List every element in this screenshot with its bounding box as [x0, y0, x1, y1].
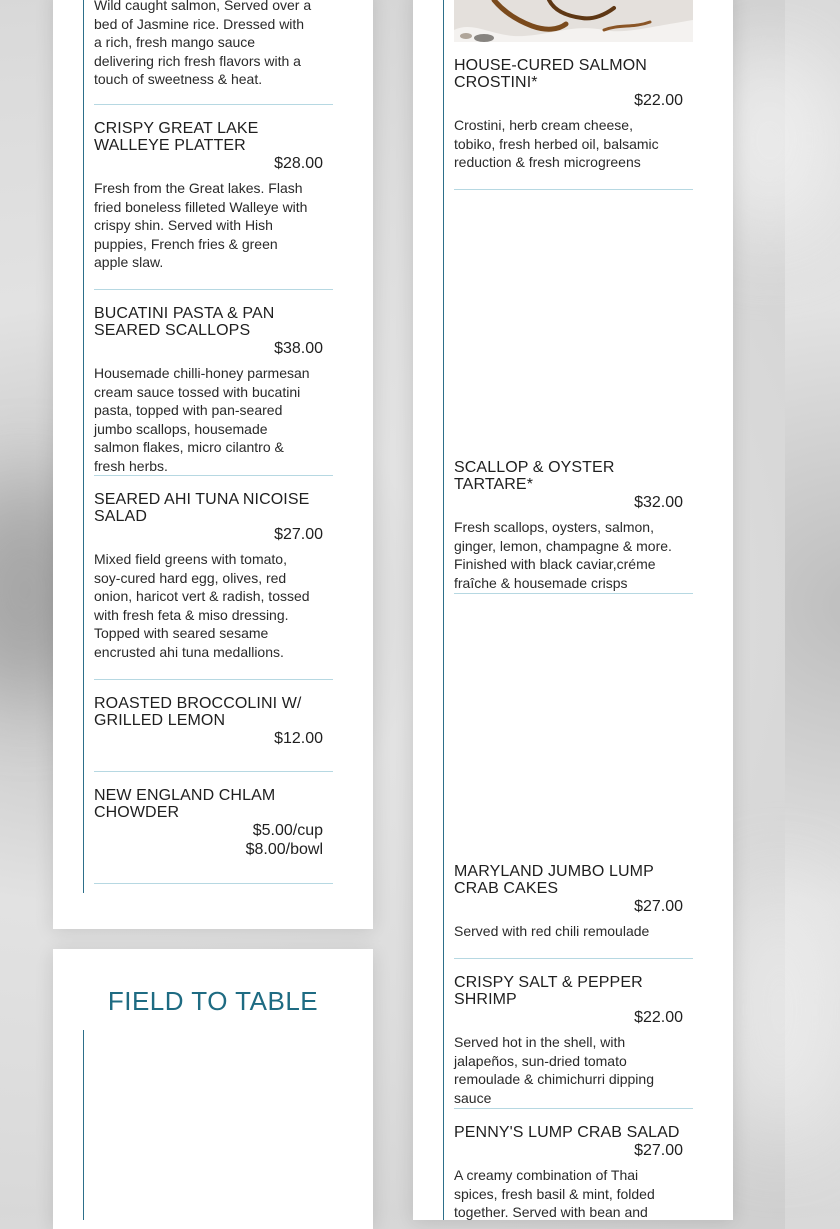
item-price: $27.00 [634, 1142, 683, 1159]
menu-item [94, 120, 333, 272]
item-separator [454, 189, 693, 190]
item-name: CRISPY SALT & PEPPER SHRIMP [454, 974, 643, 1008]
item-description: Mixed field greens with tomato, soy-cured hard egg, olives, red onion, haricot vert & radish, tossed with fresh feta & miso dressing. Topped with seared sesame encrusted ahi tuna medallions. [94, 551, 310, 660]
item-separator [94, 771, 333, 772]
item-name: SEARED AHI TUNA NICOISE SALAD [94, 491, 310, 525]
item-price: $32.00 [634, 494, 683, 511]
item-description: Wild caught salmon, Served over a bed of Jasmine rice. Dressed with a rich, fresh mango sauce delivering rich fresh flavors with a touch of sweetness & heat. [94, 0, 312, 88]
item-price: $22.00 [634, 1009, 683, 1026]
section-title: FIELD TO TABLE [107, 986, 319, 1016]
background-blur [720, 880, 840, 1140]
item-separator [94, 679, 333, 680]
menu-item [94, 305, 333, 476]
item-description: Served with red chili remoulade [454, 923, 650, 939]
item-price: $8.00/bowl [245, 841, 323, 858]
item-separator [94, 475, 333, 476]
menu-item [454, 974, 693, 1107]
item-separator [454, 1108, 693, 1109]
menu-item [94, 787, 333, 859]
menu-item [454, 1124, 693, 1222]
item-separator [454, 593, 693, 594]
item-price: $22.00 [634, 92, 683, 109]
item-name: SCALLOP & OYSTER TARTARE* [454, 459, 615, 493]
item-description: Fresh scallops, oysters, salmon, ginger, lemon, champagne & more. Finished with black caviar,créme fraîche & housemade crisps [454, 519, 672, 591]
item-name: PENNY'S LUMP CRAB SALAD [454, 1124, 680, 1141]
column-rule [83, 0, 84, 893]
item-separator [94, 883, 333, 884]
item-name: HOUSE-CURED SALMON CROSTINI* [454, 57, 647, 91]
item-name: NEW ENGLAND CHLAM CHOWDER [94, 787, 276, 821]
item-price: $5.00/cup [252, 822, 323, 839]
item-name: BUCATINI PASTA & PAN SEARED SCALLOPS [94, 305, 275, 339]
item-name: CRISPY GREAT LAKE WALLEYE PLATTER [94, 120, 259, 154]
item-price: $12.00 [274, 730, 323, 747]
item-description: Served hot in the shell, with jalapeños, sun-dried tomato remoulade & chimichurri dipping sauce [454, 1034, 654, 1106]
menu-item [454, 863, 693, 941]
item-price: $27.00 [274, 526, 323, 543]
column-rule [443, 0, 444, 1220]
item-price: $27.00 [634, 898, 683, 915]
food-photo [454, 0, 693, 42]
item-separator [94, 289, 333, 290]
item-price: $28.00 [274, 155, 323, 172]
item-separator [94, 104, 333, 105]
item-name: ROASTED BROCCOLINI W/ GRILLED LEMON [94, 695, 302, 729]
item-description: Fresh from the Great lakes. Flash fried boneless filleted Walleye with crispy shin. Served with Hish puppies, French fries & green apple slaw. [94, 180, 308, 271]
item-separator [454, 958, 693, 959]
item-description: A creamy combination of Thai spices, fresh basil & mint, folded together. Served with bean and [454, 1167, 655, 1221]
menu-item [454, 459, 693, 592]
menu-item [94, 491, 333, 662]
item-name: MARYLAND JUMBO LUMP CRAB CAKES [454, 863, 654, 897]
column-rule [83, 1030, 84, 1220]
item-description: Crostini, herb cream cheese, tobiko, fresh herbed oil, balsamic reduction & fresh microgreens [454, 117, 659, 171]
menu-item [454, 57, 693, 172]
food-photo-image [454, 0, 693, 42]
item-description: Housemade chilli-honey parmesan cream sauce tossed with bucatini pasta, topped with pan-seared jumbo scallops, housemade salmon flakes, micro cilantro & fresh herbs. [94, 365, 310, 474]
menu-item [94, 695, 333, 748]
item-price: $38.00 [274, 340, 323, 357]
menu-item [94, 0, 333, 89]
